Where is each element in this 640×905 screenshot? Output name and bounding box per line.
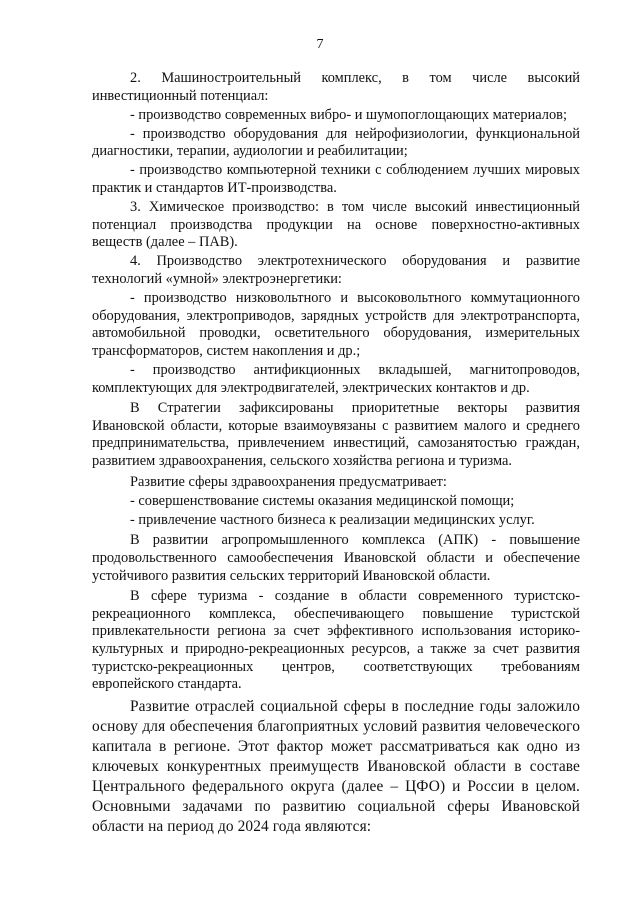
paragraph-chemical-production: 3. Химическое производство: в том числе высокий инвестиционный потенциал производства продукции на основе поверхностно-активных веществ (далее – ПАВ). [92, 199, 580, 251]
paragraph-tourism: В сфере туризма - создание в области современного туристско-рекреационного комплекса, обеспечивающего повышение туристской привлекательности региона за счет эффективного использования историко-культурных и природно-рекреационных ресурсов, а также за счет развития туристско-рекреационных центров, соответствующих требованиям европейского стандарта. [92, 588, 580, 693]
list-item-private-business: - привлечение частного бизнеса к реализации медицинских услуг. [130, 511, 535, 528]
list-item-computer-equipment: - производство компьютерной техники с соблюдением лучших мировых практик и стандартов ИТ-производства. [92, 162, 580, 197]
paragraph-electrotechnical: 4. Производство электротехнического оборудования и развитие технологий «умной» электроэнергетики: [92, 253, 580, 288]
paragraph-strategy-vectors: В Стратегии зафиксированы приоритетные векторы развития Ивановской области, которые взаимоувязаны с развитием малого и среднего предпринимательства, привлечением инвестиций, самозанятостью граждан, развитием здравоохранения, сельского хозяйства региона и туризма. [92, 400, 580, 469]
list-item-vibration-materials: - производство современных вибро- и шумопоглощающих материалов; [130, 106, 567, 123]
paragraph-agro-industrial: В развитии агропромышленного комплекса (АПК) - повышение продовольственного самообеспечения Ивановской области и обеспечение устойчивого развития сельских территорий Ивановской области. [92, 532, 580, 584]
list-item-antifriction-liners: - производство антификционных вкладышей, магнитопроводов, комплектующих для электродвигателей, электрических контактов и др. [92, 362, 580, 396]
paragraph-social-sphere: Развитие отраслей социальной сферы в последние годы заложило основу для обеспечения благоприятных условий развития человеческого капитала в регионе. Этот фактор может рассматриваться как одно из ключевых конкурентных преимуществ Ивановской области в составе Центрального федерального округа (далее – ЦФО) и России в целом. Основными задачами по развитию социальной сферы Ивановской области на период до 2024 года являются: [92, 697, 580, 835]
page-number: 7 [316, 37, 324, 52]
list-item-medical-care: - совершенствование системы оказания медицинской помощи; [130, 492, 515, 509]
document-body [92, 70, 580, 837]
paragraph-machine-building: 2. Машиностроительный комплекс, в том числе высокий инвестиционный потенциал: [92, 70, 580, 104]
list-item-switching-equipment: - производство низковольтного и высоковольтного коммутационного оборудования, электроприводов, зарядных устройств для электротранспорта, автомобильной проводки, осветительного оборудования, измерительных трансформаторов, систем накопления и др.; [92, 290, 580, 359]
paragraph-healthcare: Развитие сферы здравоохранения предусматривает: [130, 473, 447, 490]
list-item-neurophysiology-equipment: - производство оборудования для нейрофизиологии, функциональной диагностики, терапии, аудиологии и реабилитации; [92, 125, 580, 160]
